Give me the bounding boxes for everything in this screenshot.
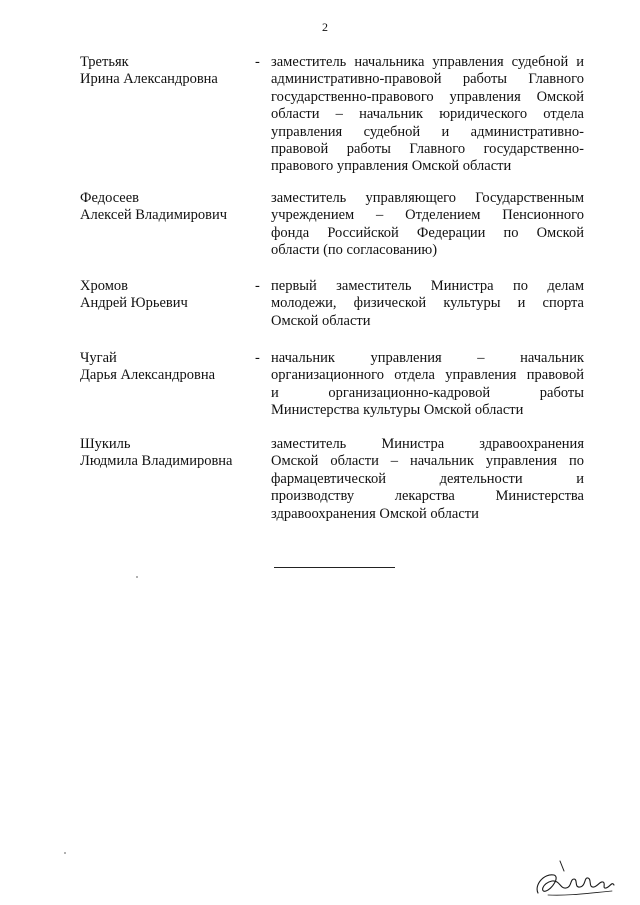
person-given-names: Дарья Александровна bbox=[80, 367, 216, 383]
person-given-names: Ирина Александровна bbox=[80, 71, 218, 87]
position-line: области – начальник юридического отдела bbox=[271, 106, 584, 123]
person-name bbox=[80, 190, 250, 224]
person-given-names: Андрей Юрьевич bbox=[80, 295, 188, 311]
position-description bbox=[271, 436, 584, 523]
position-line: правовой работы Главного государственно- bbox=[271, 141, 584, 158]
position-line: заместитель Министра здравоохранения bbox=[271, 436, 584, 452]
person-name bbox=[80, 54, 250, 88]
person-surname: Хромов bbox=[80, 278, 128, 294]
position-line: учреждением – Отделением Пенсионного bbox=[271, 207, 584, 224]
person-name bbox=[80, 350, 250, 384]
position-line: здравоохранения Омской области bbox=[271, 505, 479, 522]
position-line: административно-правовой работы Главного bbox=[271, 71, 584, 88]
position-line: первый заместитель Министра по делам bbox=[271, 278, 584, 294]
person-surname: Третьяк bbox=[80, 54, 129, 70]
person-surname: Федосеев bbox=[80, 190, 140, 206]
entry-dash: - bbox=[255, 278, 260, 294]
person-surname: Шукиль bbox=[80, 436, 131, 452]
position-description bbox=[271, 54, 584, 176]
position-line: и организационно-кадровой работы bbox=[271, 384, 584, 401]
position-line: Омской области – начальник управления по bbox=[271, 453, 584, 470]
position-description bbox=[271, 190, 584, 260]
position-line: заместитель начальника управления судебной и bbox=[271, 54, 584, 70]
position-line: фонда Российской Федерации по Омской bbox=[271, 224, 584, 241]
position-line: заместитель управляющего Государственным bbox=[271, 190, 584, 206]
entry-dash: - bbox=[255, 350, 260, 366]
scan-speck bbox=[64, 852, 66, 854]
position-line: правового управления Омской области bbox=[271, 158, 512, 175]
position-line: государственно-правового управления Омской bbox=[271, 88, 584, 105]
handwritten-signature bbox=[530, 855, 620, 900]
position-line: молодежи, физической культуры и спорта bbox=[271, 295, 584, 312]
person-surname: Чугай bbox=[80, 350, 117, 366]
scan-speck bbox=[136, 576, 138, 578]
position-line: фармацевтической деятельности и bbox=[271, 470, 584, 487]
position-line: начальник управления – начальник bbox=[271, 350, 584, 366]
entry-dash: - bbox=[255, 54, 260, 70]
closing-separator-line bbox=[274, 567, 395, 568]
person-given-names: Людмила Владимировна bbox=[80, 453, 233, 469]
person-given-names: Алексей Владимирович bbox=[80, 207, 228, 223]
person-name bbox=[80, 436, 250, 470]
position-line: производству лекарства Министерства bbox=[271, 488, 584, 505]
person-name bbox=[80, 278, 250, 312]
page-number: 2 bbox=[322, 20, 328, 34]
position-description bbox=[271, 278, 584, 330]
position-line: организационного отдела управления правовой bbox=[271, 367, 584, 384]
position-line: Министерства культуры Омской области bbox=[271, 402, 524, 419]
position-line: управления судебной и административно- bbox=[271, 123, 584, 140]
position-line: области (по согласованию) bbox=[271, 242, 438, 259]
position-line: Омской области bbox=[271, 312, 371, 329]
position-description bbox=[271, 350, 584, 420]
